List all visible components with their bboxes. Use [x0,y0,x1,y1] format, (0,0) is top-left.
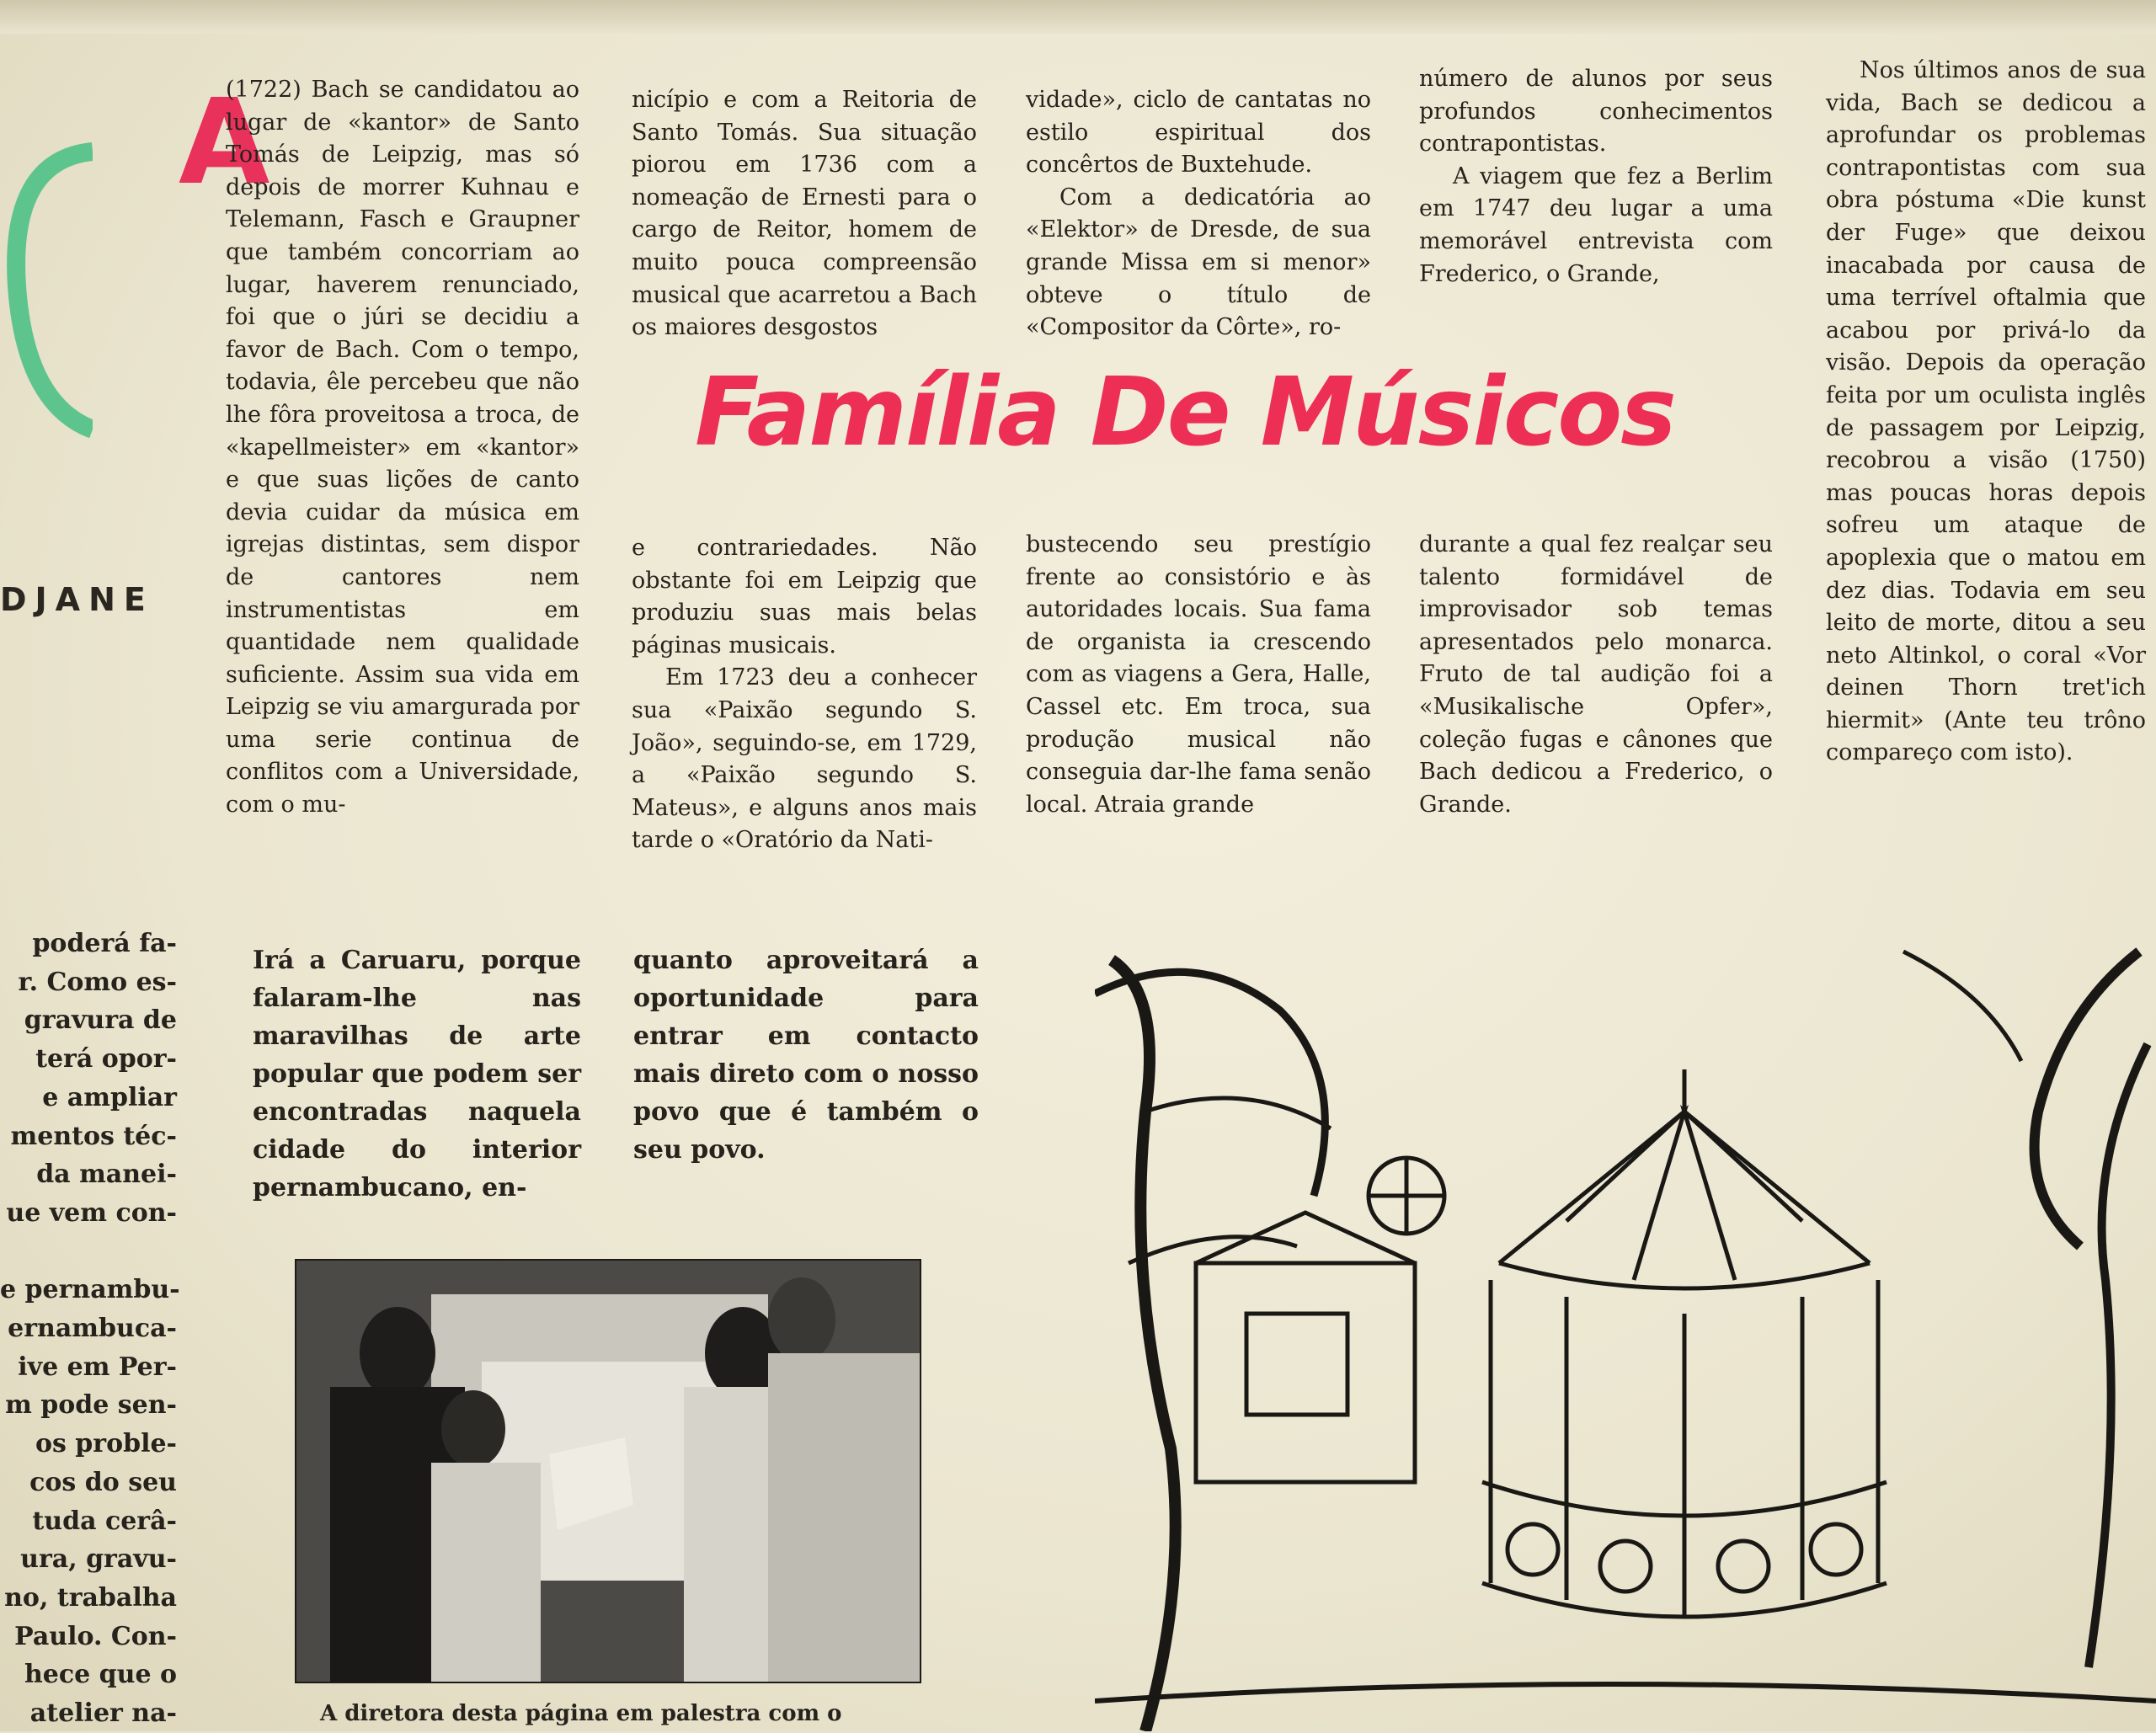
left-line: e pernambu- [0,1275,180,1305]
column-3-top-para-1: vidade», ciclo de cantatas no estilo espiritual dos concêrtos de Buxtehude. [1026,87,1371,179]
column-4-top-para-2: A viagem que fez a Berlim em 1747 deu lugar a uma memorável entrevista com Frederico, o Grande, [1419,163,1773,287]
lower-column-b [633,941,979,1169]
column-3-top-para-2: Com a dedicatória ao «Elektor» de Dresde, de sua grande Missa em si menor» obteve o título de «Compositor da Côrte», ro- [1026,184,1371,341]
left-line: atelier na- [29,1698,177,1729]
column-1 [226,74,579,822]
left-line: terá opor- [35,1044,177,1074]
column-3-top [1026,84,1371,344]
column-2-bottom-para-2: Em 1723 deu a conhecer sua «Paixão segundo S. João», seguindo-se, em 1729, a «Paixão segundo S. Mateus», e alguns anos mais tarde o «Oratório da Nati- [632,664,977,854]
column-5-text: Nos últimos anos de sua vida, Bach se dedicou a aprofundar os problemas contrapontistas com sua obra póstuma «Die kunst der Fuge» que deixou inacabada por causa de uma terrível oftalmia que acabou por privá-lo da visão. Depois da operação feita por um oculista inglês de passagem por Leipzig, recobrou a visão (1750) mas poucas horas depois sofreu um ataque de apoplexia que o matou em dez dias. Todavia em seu leito de morte, ditou a seu neto Altinkol, o coral «Vor deinen Thorn tret'ich hiermit» (Ante teu trôno compareço com isto). [1826,57,2146,766]
left-line: ive em Per- [18,1352,177,1382]
left-line: gravura de [24,1005,177,1036]
green-swirl-decoration [0,126,93,463]
column-2-bottom [632,532,977,857]
left-line: ue vem con- [6,1197,177,1228]
column-2-bottom-para-1: e contrariedades. Não obstante foi em Leipzig que produziu suas mais belas páginas musicais. [632,535,977,659]
column-1-text: (1722) Bach se candidatou ao lugar de «kantor» de Santo Tomás de Leipzig, mas só depois de morrer Kuhnau e Telemann, Fasch e Graupner que também concorriam ao lugar, haverem renunciado, foi que o júri se decidiu a favor de Bach. Com o tempo, todavia, êle percebeu que não lhe fôra proveitosa a troca, de «kapellmeister» em «kantor» e que suas lições de canto devia cuidar da música em igrejas distintas, sem dispor de cantores nem instrumentistas em quantidade nem qualidade suficiente. Assim sua vida em Leipzig se viu amargurada por uma serie continua de conflitos com a Universidade, com o mu- [226,77,579,819]
column-3-bottom-text: bustecendo seu prestígio frente ao consistório e às autoridades locais. Sua fama de organista ia crescendo com as viagens a Gera, Halle, Cassel etc. Em troca, sua produção musical não conseguia dar-lhe fama senão local. Atraia grande [1026,531,1371,818]
left-line: os proble- [35,1429,177,1459]
left-line: poderá fa- [32,929,177,958]
headline: Família De Músicos [695,358,1675,467]
drop-cap: A [179,74,270,211]
lower-column-b-text: quanto aproveitará a oportunidade para entrar em contacto mais direto com o nosso povo que é também o seu povo. [633,946,979,1165]
lower-column-a [253,941,581,1207]
left-line: da manei- [36,1160,177,1190]
column-4-bottom-text: durante a qual fez realçar seu talento formidável de improvisador sob temas apresentados pelo monarca. Fruto de tal audição foi a «Musikalische Opfer», coleção fugas e cânones que Bach dedicou a Frederico, o Grande. [1419,531,1773,818]
left-line: ura, gravu- [20,1544,177,1575]
column-2-top-text: nicípio e com a Reitoria de Santo Tomás. Sua situação piorou em 1736 com a nomeação de Ernesti para o cargo de Reitor, homem de muito pouca compreensão musical que acarretou a Bach os maiores desgostos [632,87,977,341]
left-line: mentos téc- [10,1121,177,1151]
photo-caption: A diretora desta página em palestra com o [320,1701,842,1726]
left-line-spacer [0,1233,177,1272]
column-5 [1826,55,2146,770]
column-4-top-para-1: número de alunos por seus profundos conhecimentos contrapontistas. [1419,66,1773,157]
left-line: m pode sen- [5,1390,177,1421]
left-line: r. Como es- [18,967,177,997]
column-2-top [632,84,977,344]
column-4-top [1419,63,1773,291]
left-line: hece que o [24,1660,177,1690]
page-edge [0,0,2156,34]
left-line: ernambuca- [8,1314,177,1344]
left-line: tuda cerâ- [32,1506,177,1536]
left-line: cos do seu [29,1467,177,1497]
column-4-bottom [1419,529,1773,821]
lower-column-a-text: Irá a Caruaru, porque falaram-lhe nas maravilhas de arte popular que podem ser encontradas naquela cidade do interior pernambucano, en- [253,946,581,1202]
author-name: DJANE [0,581,154,618]
left-line: no, trabalha [4,1582,177,1613]
left-line: e ampliar [42,1082,177,1112]
photo-people-conversation [295,1259,921,1683]
left-cut-column [0,925,180,1733]
column-3-bottom [1026,529,1371,821]
carousel-illustration [1095,943,2156,1731]
left-line: Paulo. Con- [14,1621,177,1651]
